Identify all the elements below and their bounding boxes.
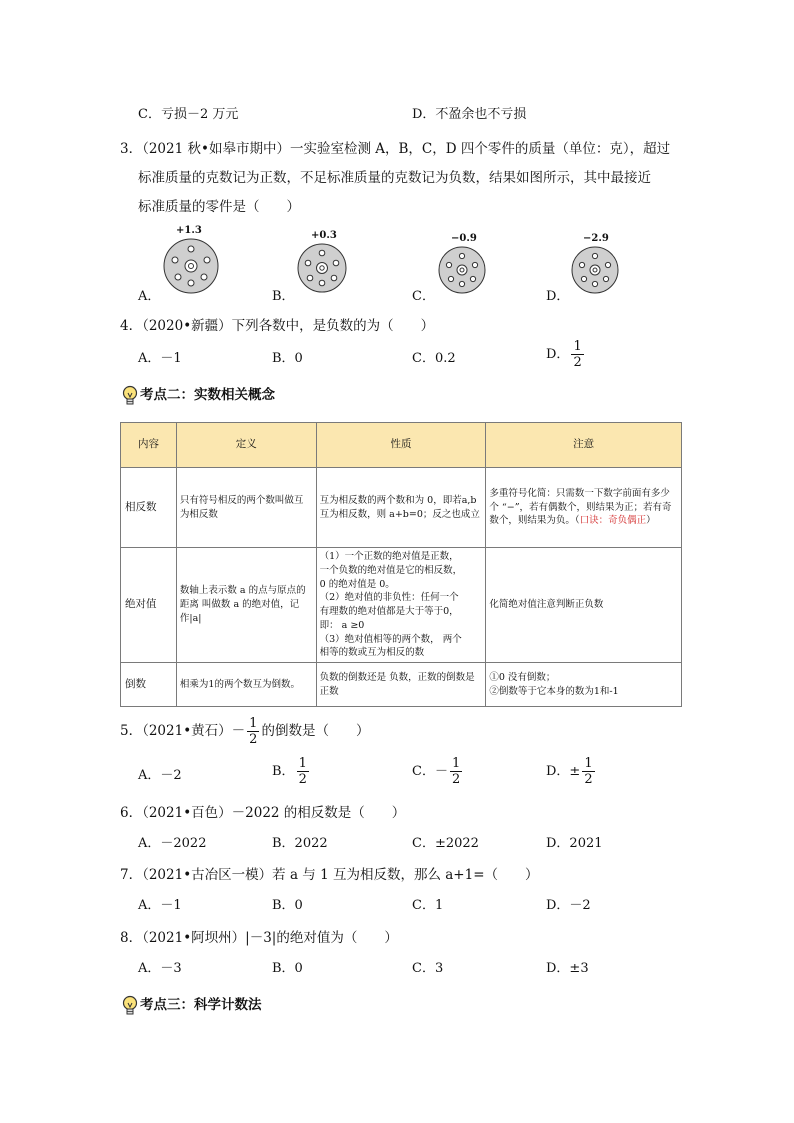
q4-option-a: A．－1 (138, 351, 182, 366)
part-c-figure (437, 245, 487, 295)
part-a-label: A． (138, 289, 161, 304)
fraction-denominator: 2 (584, 772, 593, 787)
lightbulb-icon (122, 995, 138, 1017)
q3-line1: 3．（2021 秋•如皋市期中）一实验室检测 A，B，C，D 四个零件的质量（单位：克），超过 (120, 141, 671, 157)
table-header-cell: 定义 (176, 423, 316, 468)
table-row (121, 548, 682, 663)
part-b-value: +0.3 (311, 230, 337, 241)
fraction-numerator: 1 (298, 756, 307, 771)
q8-option-c: C．3 (412, 961, 444, 976)
fraction (582, 757, 594, 786)
table-row (121, 468, 682, 548)
property-line: （3）绝对值相等的两个数， 两个 (319, 633, 462, 645)
q8-option-b: B．0 (272, 961, 303, 976)
table-header-row (121, 423, 682, 468)
q6-option-a: A．－2022 (138, 836, 207, 851)
q5-option-d (546, 757, 597, 786)
fraction-numerator: 1 (573, 339, 582, 354)
fraction (247, 717, 259, 746)
lightbulb-icon (122, 385, 138, 407)
table-row-name: 相反数 (121, 468, 177, 548)
table-row-name: 绝对值 (121, 548, 177, 663)
table-row-name: 倒数 (121, 663, 177, 707)
section-3-title (122, 993, 262, 1017)
fraction-numerator: 1 (451, 756, 461, 771)
q7-option-a: A．－1 (138, 898, 182, 913)
table-header-cell: 内容 (121, 423, 177, 468)
q5-option-b-label: B． (272, 764, 295, 779)
part-d-label: D． (546, 289, 570, 304)
part-a-value: +1.3 (176, 225, 202, 236)
property-line: （2）绝对值的非负性：任何一个 (319, 592, 459, 604)
q3-line2: 标准质量的克数记为正数，不足标准质量的克数记为负数，结果如图所示，其中最接近 (138, 170, 651, 186)
q4-option-c: C．0.2 (412, 351, 456, 366)
part-b-label: B． (272, 289, 295, 304)
table-cell-property: 负数的倒数还是 负数，正数的倒数是正数 (316, 663, 486, 707)
q5-option-d-label: D．± (546, 764, 581, 779)
section-2-title (122, 383, 275, 407)
property-line: 0 的绝对值是 0。 (319, 578, 395, 590)
fraction-denominator: 2 (298, 772, 307, 787)
fraction-denominator: 2 (249, 732, 258, 747)
part-d-value: −2.9 (583, 233, 609, 244)
fraction (297, 757, 309, 786)
fraction-numerator: 1 (249, 716, 258, 731)
q5-option-a: A．－2 (138, 768, 182, 783)
note-line: ①0 没有倒数； (489, 671, 556, 683)
section-3-title-text: 考点三：科学计数法 (140, 997, 262, 1013)
q5-prefix: 5．（2021•黄石）－ (120, 723, 246, 739)
q2-option-c: C．亏损－2 万元 (138, 107, 239, 122)
part-a-figure (162, 237, 220, 295)
q5-stem (120, 717, 369, 746)
fraction-denominator: 2 (451, 772, 461, 787)
table-header-cell: 性质 (316, 423, 486, 468)
part-c-label: C． (412, 289, 435, 304)
fraction (450, 757, 462, 786)
property-line: 有理数的绝对值都是大于等于0， (319, 606, 459, 618)
part-b-figure (296, 242, 348, 294)
property-line: 一个负数的绝对值是它的相反数， (319, 564, 463, 576)
q7-option-d: D．－2 (546, 898, 591, 913)
q5-option-b (272, 757, 311, 786)
q7-option-b: B．0 (272, 898, 303, 913)
table-cell-note (486, 663, 682, 707)
fraction-numerator: 1 (584, 756, 593, 771)
table-header-cell: 注意 (486, 423, 682, 468)
note-end: ） (646, 515, 656, 527)
fraction-denominator: 2 (573, 355, 582, 370)
table-cell-note (486, 468, 682, 548)
note-mnemonic: 口诀：奇负偶正 (579, 515, 647, 527)
part-c-value: −0.9 (451, 233, 477, 244)
property-line: （1）一个正数的绝对值是正数， (319, 551, 459, 562)
section-2-title-text: 考点二：实数相关概念 (140, 387, 275, 403)
concepts-table (120, 422, 682, 707)
q5-suffix: 的倒数是（ ） (261, 723, 370, 739)
q8-option-d: D．±3 (546, 961, 589, 976)
q7-stem: 7．（2021•古冶区一模）若 a 与 1 互为相反数，那么 a+1=（ ） (120, 867, 539, 883)
q7-option-c: C．1 (412, 898, 444, 913)
table-cell-property (316, 548, 486, 663)
q4-stem: 4．（2020•新疆）下列各数中，是负数的为（ ） (120, 318, 435, 334)
part-d-figure (570, 245, 620, 295)
q5-option-c-label: C．－ (412, 764, 448, 779)
note-line: ②倒数等于它本身的数为1和-1 (489, 685, 619, 697)
table-row (121, 663, 682, 707)
property-line: 相等的数或互为相反的数 (319, 647, 425, 659)
q4-option-d-label: D． (546, 347, 570, 362)
q6-option-d: D．2021 (546, 836, 603, 851)
table-cell-note: 化简绝对值注意判断正负数 (486, 548, 682, 663)
q6-option-c: C．±2022 (412, 836, 479, 851)
table-cell-definition: 只有符号相反的两个数叫做互为相反数 (176, 468, 316, 548)
fraction (571, 340, 583, 369)
q2-option-d: D．不盈余也不亏损 (412, 107, 527, 122)
q8-option-a: A．－3 (138, 961, 182, 976)
q5-option-c (412, 757, 464, 786)
q6-option-b: B．2022 (272, 836, 328, 851)
table-cell-definition: 相乘为1的两个数互为倒数。 (176, 663, 316, 707)
q4-option-b: B．0 (272, 351, 303, 366)
q4-option-d (546, 340, 586, 369)
q8-stem: 8．（2021•阿坝州）|－3|的绝对值为（ ） (120, 930, 398, 946)
q3-line3: 标准质量的零件是（ ） (138, 199, 300, 215)
q6-stem: 6．（2021•百色）－2022 的相反数是（ ） (120, 805, 406, 821)
table-cell-definition: 数轴上表示数 a 的点与原点的距离 叫做数 a 的绝对值，记作|a| (176, 548, 316, 663)
note-text: 多重符号化简：只需数一下数字前面有多少个 “−”，若有偶数个，则结果为正；若有奇数个，则结果为负。（ (489, 487, 672, 527)
table-cell-property: 互为相反数的两个数和为 0，即若a,b 互为相反数，则 a+b=0；反之也成立 (316, 468, 486, 548)
property-line: 即： a ≥0 (319, 619, 365, 631)
